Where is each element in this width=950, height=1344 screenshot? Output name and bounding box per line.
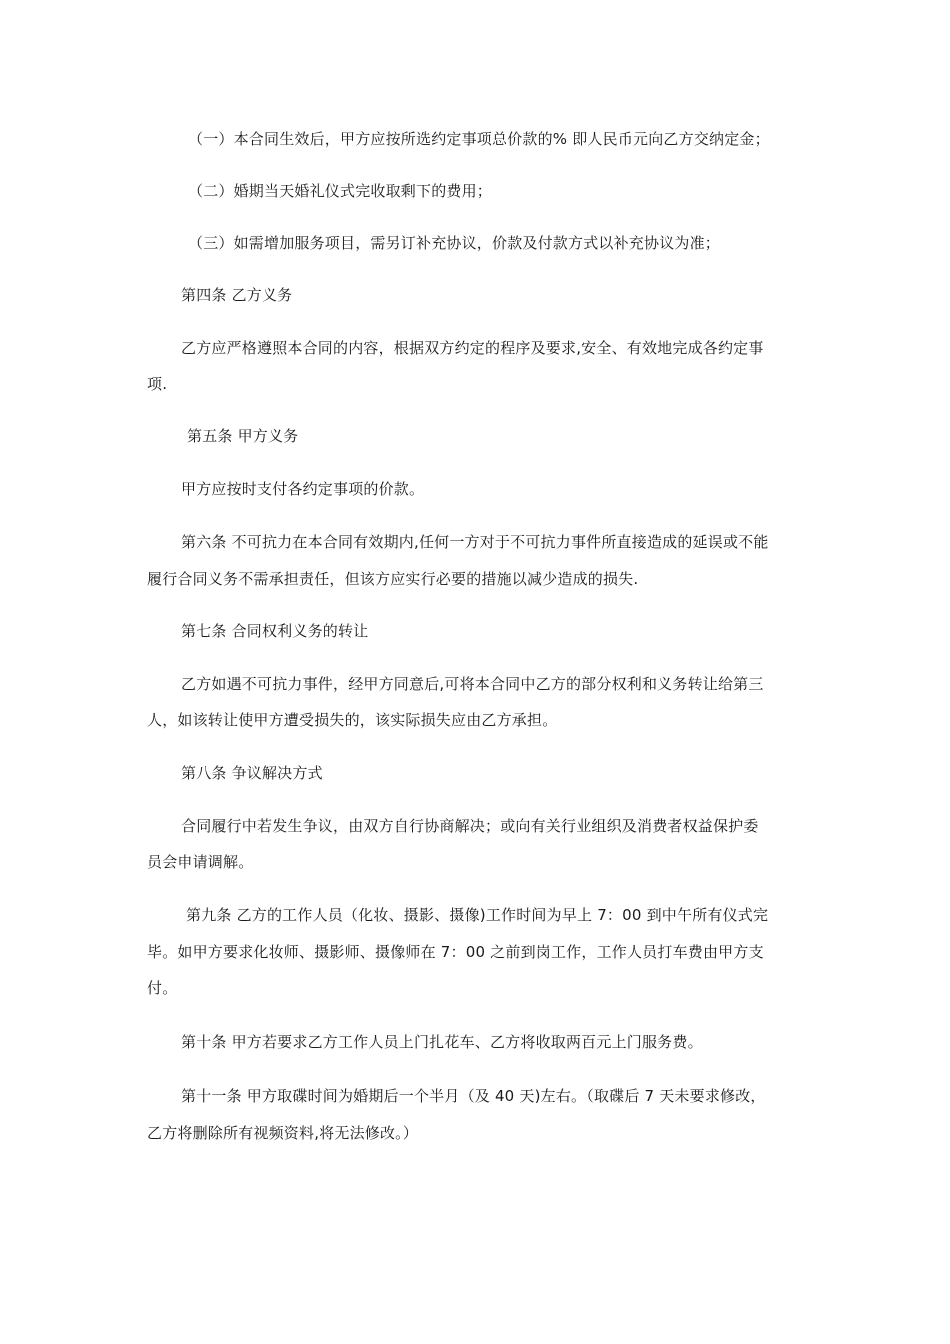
clause-8-body-line-1: 合同履行中若发生争议，由双方自行协商解决；或向有关行业组织及消费者权益保护委 [181, 817, 759, 835]
clause-4-body-line-2: 项. [147, 375, 168, 393]
clause-9-line-1: 第九条 乙方的工作人员（化妆、摄影、摄像)工作时间为早上 7：00 到中午所有仪式完 [186, 906, 769, 924]
clause-8-body-line-2: 员会申请调解。 [147, 853, 254, 871]
clause-5-body: 甲方应按时支付各约定事项的价款。 [181, 480, 425, 498]
clause-10: 第十条 甲方若要求乙方工作人员上门扎花车、乙方将收取两百元上门服务费。 [181, 1033, 703, 1051]
clause-3-item-1: （一）本合同生效后，甲方应按所选约定事项总价款的% 即人民币元向乙方交纳定金； [188, 130, 770, 148]
clause-4-heading: 第四条 乙方义务 [181, 286, 293, 304]
clause-3-item-3: （三）如需增加服务项目，需另订补充协议，价款及付款方式以补充协议为准； [188, 234, 721, 252]
clause-11-line-1: 第十一条 甲方取碟时间为婚期后一个半月（及 40 天)左右。（取碟后 7 天未要求修改， [181, 1087, 766, 1105]
clause-6-line-2: 履行合同义务不需承担责任，但该方应实行必要的措施以减少造成的损失. [147, 570, 639, 588]
clause-4-body-line-1: 乙方应严格遵照本合同的内容，根据双方约定的程序及要求,安全、有效地完成各约定事 [181, 339, 764, 357]
clause-5-heading: 第五条 甲方义务 [187, 427, 299, 445]
clause-6-line-1: 第六条 不可抗力在本合同有效期内,任何一方对于不可抗力事件所直接造成的延误或不能 [181, 533, 769, 551]
clause-3-item-2: （二）婚期当天婚礼仪式完收取剩下的费用； [188, 182, 493, 200]
clause-8-heading: 第八条 争议解决方式 [181, 764, 323, 782]
clause-9-line-3: 付。 [147, 979, 178, 997]
clause-11-line-2: 乙方将删除所有视频资料,将无法修改。） [147, 1124, 419, 1142]
clause-9-line-2: 毕。如甲方要求化妆师、摄影师、摄像师在 7：00 之前到岗工作，工作人员打车费由甲方支 [147, 943, 764, 961]
clause-7-body-line-2: 人，如该转让使甲方遭受损失的，该实际损失应由乙方承担。 [147, 711, 558, 729]
clause-7-body-line-1: 乙方如遇不可抗力事件，经甲方同意后,可将本合同中乙方的部分权利和义务转让给第三 [181, 675, 764, 693]
clause-7-heading: 第七条 合同权利义务的转让 [181, 622, 369, 640]
